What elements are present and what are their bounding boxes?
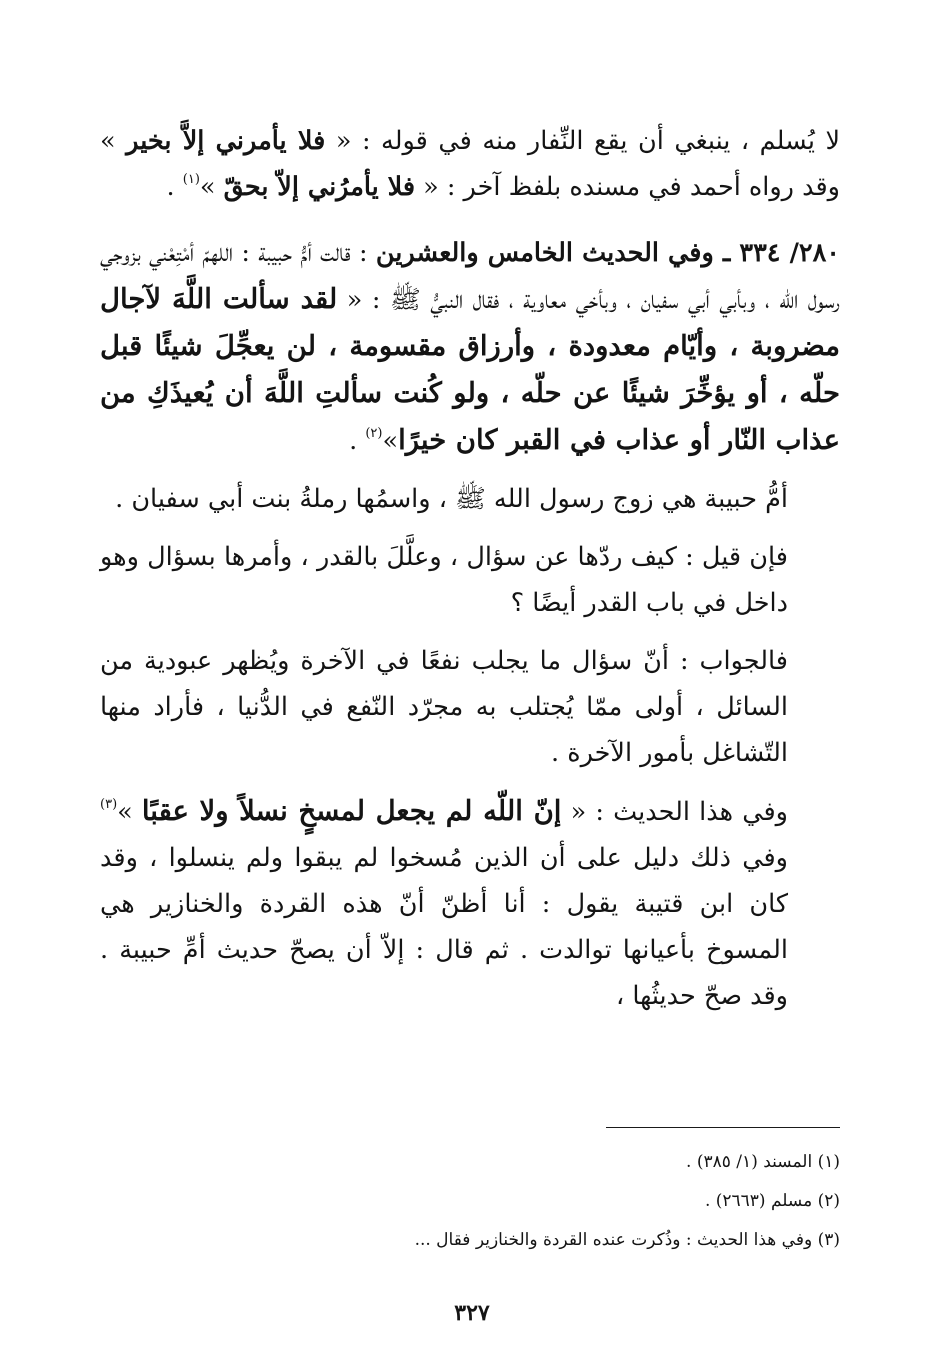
paragraph-1 [100,118,840,210]
footnote-ref-2: (٢) [365,426,383,441]
p1-quote-1: فلا يأمرني إلاَّ بخير [126,126,326,156]
hadith-heading: ٢٨٠/ ٣٣٤ ـ وفي الحديث الخامس والعشرين [375,238,840,268]
p1-quote-2: فلا يأمرُني إلاّ بحقّ [223,172,416,202]
p6-text-a: وفي هذا الحديث : « [561,797,788,827]
page-number: ٣٢٧ [454,1300,490,1326]
footnote-ref-3: (٣) [100,797,118,812]
p6-text-c: وفي ذلك دليل على أن الذين مُسخوا لم يبقوا ولم ينسلوا ، وقد كان ابن قتيبة يقول : أنا أظنّ أنّ هذه القردة والخنازير هي المسوخ بأعيانها توالدت . ثم قال : إلاّ أن يصحّ حديث أمِّ حبيبة . وقد صحّ حديثُها ، [100,843,788,1011]
footnotes [100,1143,840,1260]
footnote-separator [606,1127,840,1128]
footnote-1: (١) المسند (١/ ٣٨٥) . [686,1152,840,1172]
paragraph-6 [100,788,840,1019]
p1-text-a: لا يُسلم ، ينبغي أن يقع النِّفار منه في قوله : « [325,126,840,156]
paragraph-3: أمُّ حبيبة هي زوج رسول الله ﷺ ، واسمُها رملةُ بنت أبي سفيان . [115,484,788,514]
p1-text-d: » [199,172,224,202]
hadith-quote: لقد سألت اللَّهَ لآجال مضروبة ، وأيّام معدودة ، وأرزاق مقسومة ، لن يعجِّلَ شيئًا قبل حلّه ، أو يؤخِّرَ شيئًا عن حلّه ، ولو كُنت سألتِ اللَّهَ أن يُعيذَكِ من عذاب النّار أو عذاب في القبر كان خيرًا [100,283,840,456]
main-text [100,118,840,1031]
p1-text-c: رواه أحمد في مسنده بلفظ آخر : « [415,172,794,202]
paragraph-2 [100,230,840,464]
footnote-2: (٢) مسلم (٢٦٦٣) . [704,1191,840,1211]
paragraph-5: فالجواب : أنّ سؤال ما يجلب نفعًا في الآخرة ويُظهر عبودية من السائل ، أولى ممّا يُجتلب به مجرّد النّفع في الدُّنيا ، فأراد منها التّشاغل بأمور الآخرة . [100,646,788,768]
p2-text-b: » [382,426,399,456]
p2-text-end: . [349,426,366,456]
p6-quote: إنّ اللّه لم يجعل لمسخٍ نسلاً ولا عقبًا [141,795,562,827]
p2-text-a: : قالت أمُّ حبيبة : اللهمّ أمْتِعْني بزوجي رسول الله ، وبأبي أبي سفيان ، وبأخي معاوية ، فقال النبيُّ ﷺ : « [100,238,840,315]
p1-text-end: . [166,172,183,202]
paragraph-4: فإن قيل : كيف ردّها عن سؤال ، وعلَّلَ بالقدر ، وأمرها بسؤال وهو داخل في باب القدر أيضًا ؟ [100,542,788,618]
p6-text-b: » [117,797,142,827]
footnote-ref-1: (١) [182,172,200,187]
p1-text-b: » وقد [100,126,840,202]
footnote-3: (٣) وفي هذا الحديث : وذُكرت عنده القردة والخنازير فقال ... [414,1230,840,1250]
